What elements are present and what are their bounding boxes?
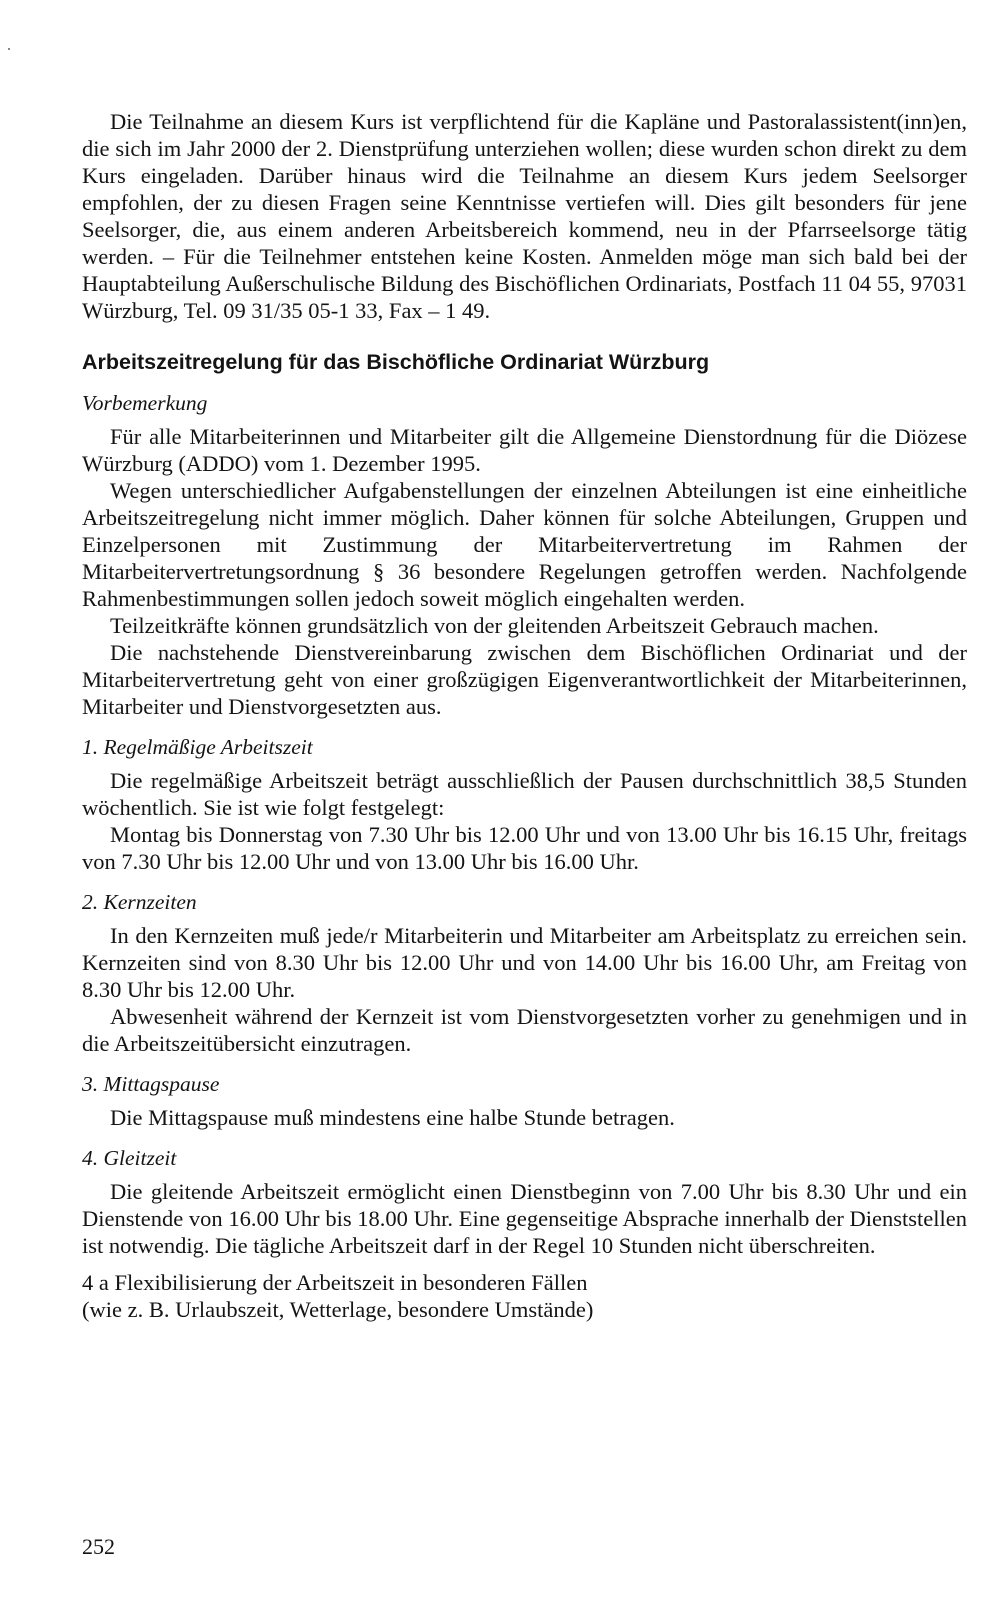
section-1-heading: 1. Regelmäßige Arbeitszeit (82, 735, 313, 759)
section-1-paragraph-2: Montag bis Donnerstag von 7.30 Uhr bis 12.00 Uhr und von 13.00 Uhr bis 16.15 Uhr, freitags von 7.30 Uhr bis 12.00 Uhr und von 13.00 Uhr bis 16.00 Uhr. (82, 822, 967, 874)
vorbemerkung-paragraph-3: Teilzeitkräfte können grundsätzlich von der gleitenden Arbeitszeit Gebrauch machen. (110, 613, 879, 638)
section-4-paragraph-1: Die gleitende Arbeitszeit ermöglicht einen Dienstbeginn von 7.00 Uhr bis 8.30 Uhr und ein Dienstende von 16.00 Uhr bis 18.00 Uhr. Eine gegenseitige Absprache innerhalb der Dienststellen ist notwendig. Die tägliche Arbeitszeit darf in der Regel 10 Stunden nicht überschreiten. (82, 1179, 967, 1258)
vorbemerkung-heading: Vorbemerkung (82, 391, 208, 415)
section-3-heading: 3. Mittagspause (82, 1072, 220, 1096)
section-3-paragraph-1: Die Mittagspause muß mindestens eine halbe Stunde betragen. (110, 1105, 675, 1130)
document-page (82, 108, 967, 1323)
section-4-heading: 4. Gleitzeit (82, 1146, 177, 1170)
section-1-paragraph-1: Die regelmäßige Arbeitszeit beträgt ausschließlich der Pausen durchschnittlich 38,5 Stunden wöchentlich. Sie ist wie folgt festgelegt: (82, 768, 967, 820)
section-4a-line-2: (wie z. B. Urlaubszeit, Wetterlage, besondere Umstände) (82, 1297, 594, 1322)
section-2-paragraph-2: Abwesenheit während der Kernzeit ist vom Dienstvorgesetzten vorher zu genehmigen und in die Arbeitszeitübersicht einzutragen. (82, 1004, 967, 1056)
section-4a-line-1: 4 a Flexibilisierung der Arbeitszeit in besonderen Fällen (82, 1270, 588, 1295)
page-number: 252 (82, 1534, 115, 1559)
document-title: Arbeitszeitregelung für das Bischöfliche Ordinariat Würzburg (82, 350, 710, 374)
section-2-paragraph-1: In den Kernzeiten muß jede/r Mitarbeiterin und Mitarbeiter am Arbeitsplatz zu erreichen sein. Kernzeiten sind von 8.30 Uhr bis 12.00 Uhr und von 14.00 Uhr bis 16.00 Uhr, am Freitag von 8.30 Uhr bis 12.00 Uhr. (82, 923, 967, 1002)
vorbemerkung-paragraph-2: Wegen unterschiedlicher Aufgabenstellungen der einzelnen Abteilungen ist eine einheitliche Arbeitszeitregelung nicht immer möglich. Daher können für solche Abteilungen, Gruppen und Einzelpersonen mit Zustimmung der Mitarbeitervertretung im Rahmen der Mitarbeitervertretungsordnung § 36 besondere Regelungen getroffen werden. Nachfolgende Rahmenbestimmungen sollen jedoch soweit möglich eingehalten werden. (82, 478, 967, 611)
vorbemerkung-paragraph-4: Die nachstehende Dienstvereinbarung zwischen dem Bischöflichen Ordinariat und der Mitarbeitervertretung geht von einer großzügigen Eigenverantwortlichkeit der Mitarbeiterinnen, Mitarbeiter und Dienstvorgesetzten aus. (82, 640, 967, 719)
margin-speck (8, 48, 10, 50)
section-4a-heading (82, 1269, 967, 1323)
vorbemerkung-paragraph-1: Für alle Mitarbeiterinnen und Mitarbeiter gilt die Allgemeine Dienstordnung für die Diözese Würzburg (ADDO) vom 1. Dezember 1995. (82, 424, 967, 476)
section-2-heading: 2. Kernzeiten (82, 890, 197, 914)
intro-paragraph: Die Teilnahme an diesem Kurs ist verpflichtend für die Kapläne und Pastoralassistent(inn)en, die sich im Jahr 2000 der 2. Dienstprüfung unterziehen wollen; diese wurden schon direkt zu dem Kurs eingeladen. Darüber hinaus wird die Teilnahme an diesem Kurs jedem Seelsorger empfohlen, der zu diesen Fragen seine Kenntnisse vertiefen will. Dies gilt besonders für jene Seelsorger, die, aus einem anderen Arbeitsbereich kommend, neu in der Pfarrseelsorge tätig werden. – Für die Teilnehmer entstehen keine Kosten. Anmelden möge man sich bald bei der Hauptabteilung Außerschulische Bildung des Bischöflichen Ordinariats, Postfach 11 04 55, 97031 Würzburg, Tel. 09 31/35 05-1 33, Fax – 1 49. (82, 109, 967, 323)
